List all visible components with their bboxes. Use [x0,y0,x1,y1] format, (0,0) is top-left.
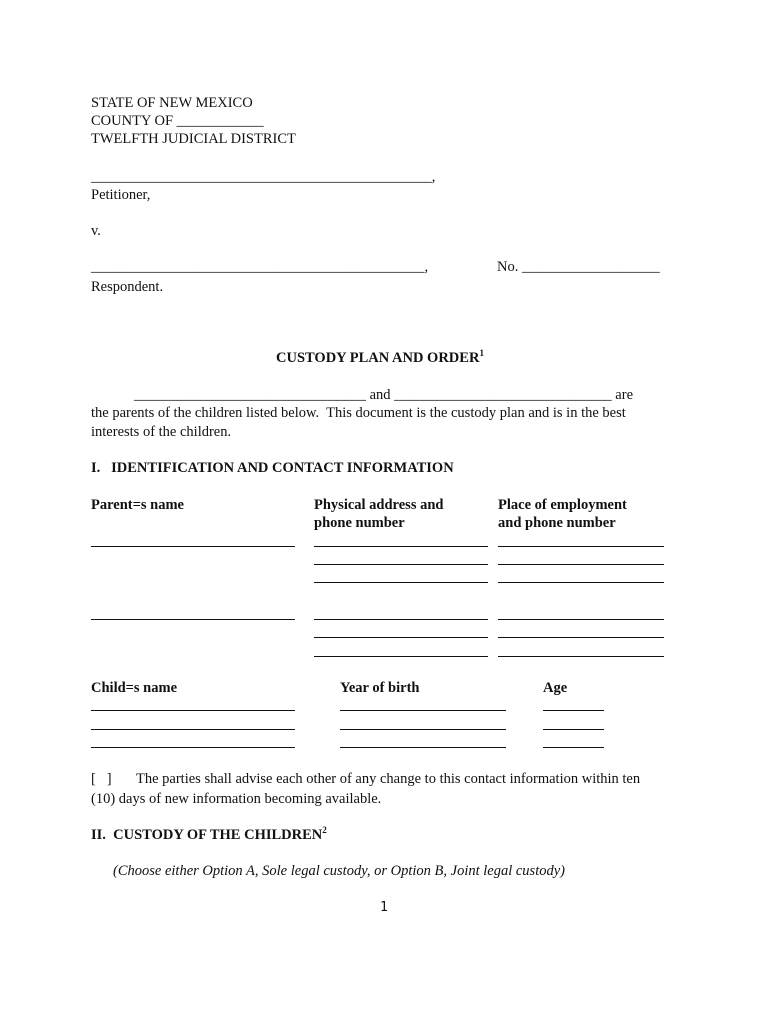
child-2-name-blank[interactable] [91,729,295,730]
contact-change-line-1: The parties shall advise each other of any change to this contact information within ten [136,771,641,787]
parent-1-name-blank[interactable] [91,546,295,547]
respondent-label: Respondent. [91,279,164,295]
section-2-footnote-ref: 2 [322,825,327,835]
parent-1-employment-blank-1[interactable] [498,546,664,547]
intro-parent-blanks: ________________________________ and ______________________________ are [134,387,634,403]
parents-name-header: Parent=s name [91,497,184,513]
child-2-age-blank[interactable] [543,729,604,730]
page-number: 1 [380,900,388,915]
child-year-header: Year of birth [340,680,420,696]
parent-2-employment-blank-3[interactable] [498,656,664,657]
contact-change-checkbox[interactable]: [ ] [91,771,112,787]
title-footnote-ref: 1 [479,348,484,358]
parent-2-name-blank[interactable] [91,619,295,620]
intro-line-3: interests of the children. [91,424,232,440]
custody-option-instruction: (Choose either Option A, Sole legal custody, or Option B, Joint legal custody) [113,863,565,879]
child-2-year-blank[interactable] [340,729,506,730]
child-1-name-blank[interactable] [91,710,295,711]
child-name-header: Child=s name [91,680,178,696]
parents-employment-header-1: Place of employment [498,497,627,513]
county-line: COUNTY OF ____________ [91,113,264,129]
parent-2-address-blank-1[interactable] [314,619,488,620]
parent-1-employment-blank-2[interactable] [498,564,664,565]
versus-label: v. [91,223,101,239]
contact-change-line-2: (10) days of new information becoming available. [91,791,382,807]
child-3-name-blank[interactable] [91,747,295,748]
child-3-year-blank[interactable] [340,747,506,748]
respondent-name-line: ______________________________________________, [91,259,429,275]
intro-line-2: the parents of the children listed below. This document is the custody plan and is in the best [91,405,626,421]
child-3-age-blank[interactable] [543,747,604,748]
petitioner-label: Petitioner, [91,187,151,203]
section-1-heading: I. IDENTIFICATION AND CONTACT INFORMATION [91,460,454,476]
child-1-year-blank[interactable] [340,710,506,711]
parent-2-address-blank-3[interactable] [314,656,488,657]
parent-1-address-blank-3[interactable] [314,582,488,583]
district-line: TWELFTH JUDICIAL DISTRICT [91,131,296,147]
parents-address-header-2: phone number [314,515,405,531]
document-title [276,349,484,367]
parent-2-employment-blank-1[interactable] [498,619,664,620]
parent-2-employment-blank-2[interactable] [498,637,664,638]
parents-address-header-1: Physical address and [314,497,444,513]
parents-employment-header-2: and phone number [498,515,616,531]
section-2-heading-text: II. CUSTODY OF THE CHILDREN [91,827,323,843]
section-2-heading [91,826,327,844]
petitioner-name-line: _______________________________________________, [91,169,436,185]
parent-1-address-blank-1[interactable] [314,546,488,547]
document-title-text: CUSTODY PLAN AND ORDER [276,350,480,366]
parent-1-employment-blank-3[interactable] [498,582,664,583]
state-line: STATE OF NEW MEXICO [91,95,253,111]
child-1-age-blank[interactable] [543,710,604,711]
parent-2-address-blank-2[interactable] [314,637,488,638]
child-age-header: Age [543,680,568,696]
case-number-field: No. ___________________ [497,259,660,275]
parent-1-address-blank-2[interactable] [314,564,488,565]
